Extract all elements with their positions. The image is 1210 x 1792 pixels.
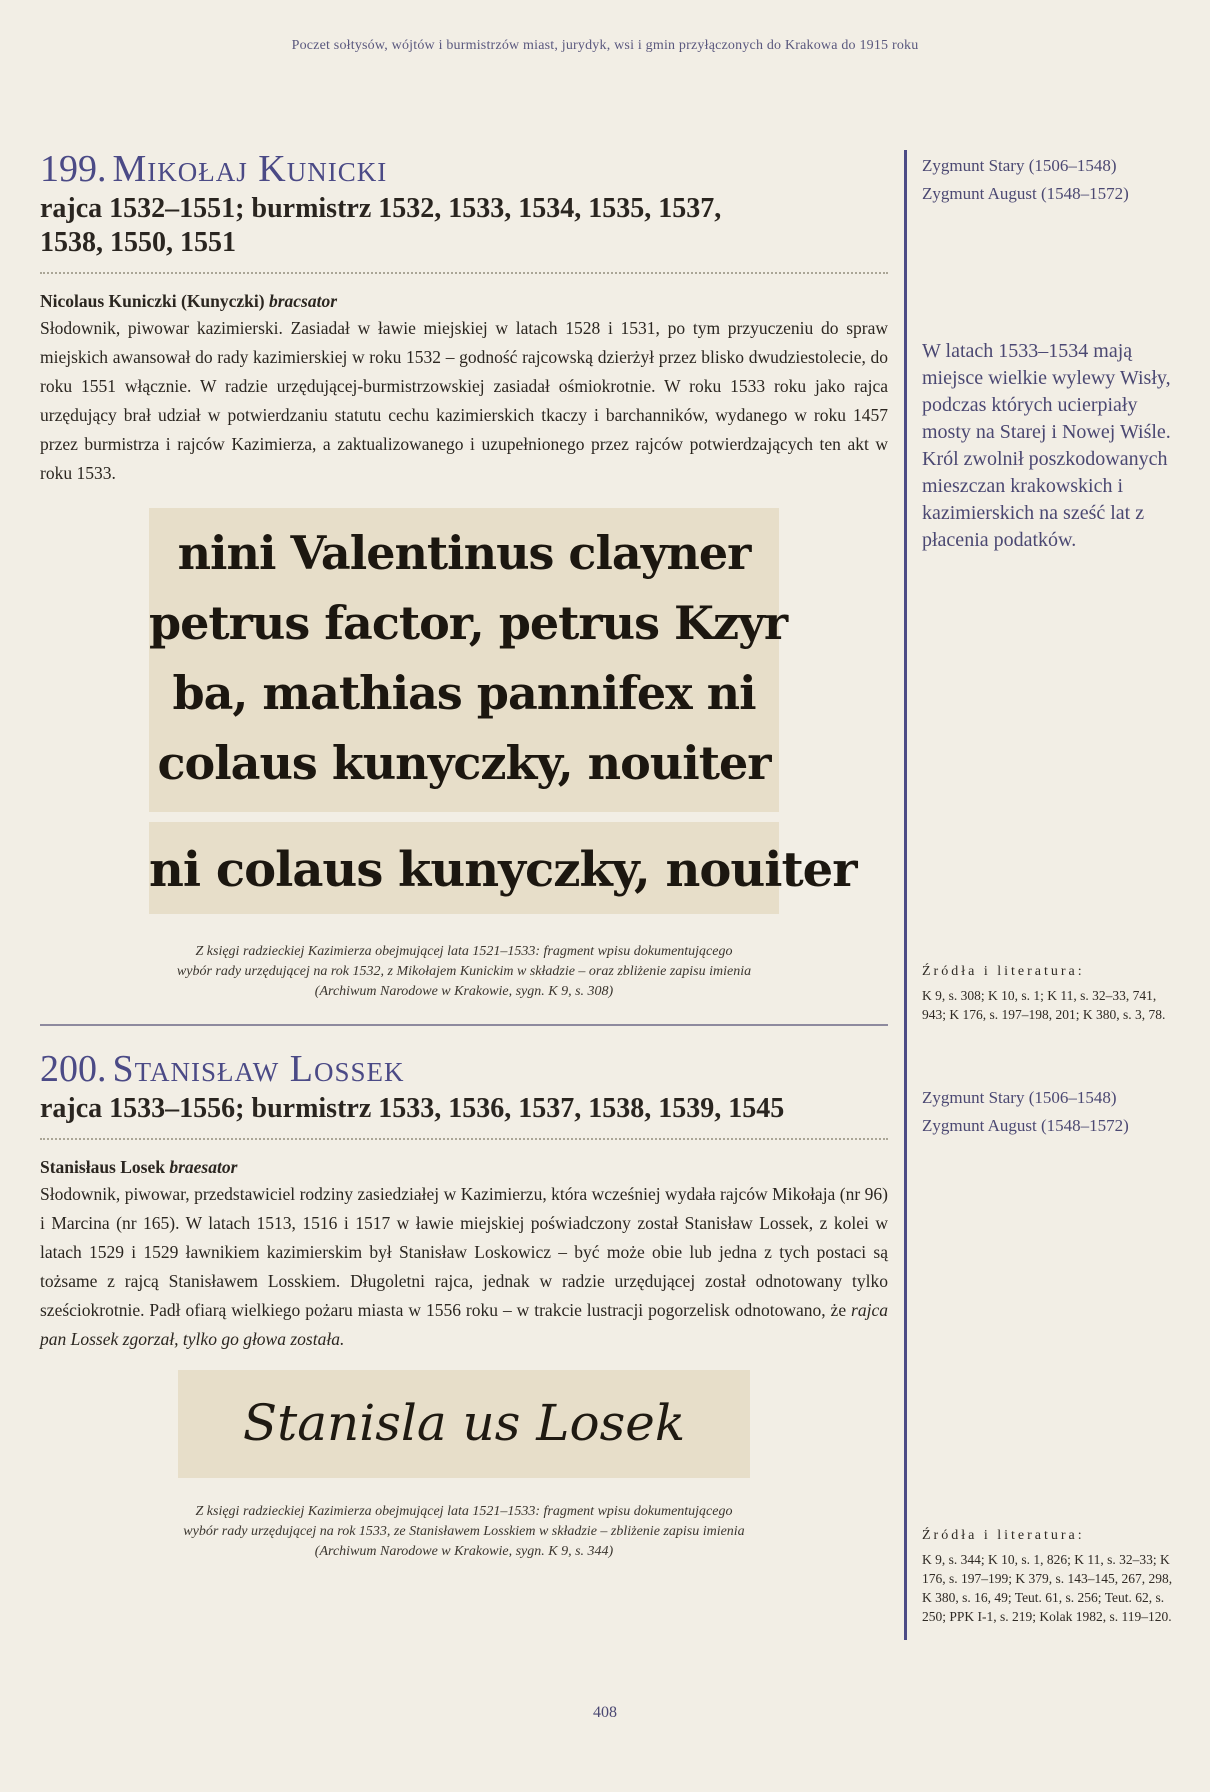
biography: Słodownik, piwowar kazimierski. Zasiadał w ławie miejskiej w latach 1528 i 1531, po tym przyuczeniu do spraw miejskich awansował do rady kazimierskiej w roku 1532 – godność rajcowską dzierżył przez blisko dwudziestolecie, do roku 1551 włącznie. W radzie urzędującej-burmistrzowskiej zasiadał ośmiokrotnie. W roku 1533 roku jako rajca urzędujący brał udział w potwierdzaniu statutu cechu kazimierskich tkaczy i barchanników, wydanego w roku 1457 przez burmistrza i rajców Kazimierza, a zaktualizowanego i uzupełnionego przez rajców potwierdzających ten akt w roku 1533. [40, 318, 888, 483]
offices-line: rajca 1533–1556; burmistrz 1533, 1536, 1537, 1538, 1539, 1545 [40, 1093, 785, 1124]
entry-199 [40, 150, 888, 1002]
biography-quote: rajca pan Lossek zgorzał, tylko go głowa została. [40, 1300, 888, 1349]
biography [40, 1180, 888, 1354]
manuscript-line: nini Valentinus clayner [177, 526, 751, 580]
sources-text: K 9, s. 344; K 10, s. 1, 826; K 11, s. 32–33; K 176, s. 197–199; K 379, s. 143–145, 267, 298, K 380, s. 16, 49; Teut. 61, s. 256; Teut. 62, s. 250; PPK I-1, s. 219; Kolak 1982, s. 119–120. [922, 1552, 1173, 1624]
manuscript-line: petrus factor, petrus Kzyr [149, 596, 788, 650]
entry-number: 200. [40, 1048, 107, 1090]
latin-name-text: Stanisłaus Losek [40, 1157, 165, 1177]
caption-line: (Archiwum Narodowe w Krakowie, sygn. K 9, s. 308) [314, 984, 614, 999]
latin-name-text: Nicolaus Kuniczki (Kunyczki) [40, 291, 265, 311]
sidebar-reigns-200 [922, 1084, 1182, 1140]
entry-200 [40, 1050, 888, 1562]
sources-label: Źródła i literatura: [922, 964, 1085, 979]
caption-line: wybór rady urzędującej na rok 1533, ze Stanisławem Losskiem w składzie – zbliżenie zapisu imienia [183, 1524, 745, 1539]
page-number: 408 [593, 1704, 617, 1721]
main-column [40, 150, 888, 1562]
dotted-divider [40, 1138, 888, 1140]
entry-number: 199. [40, 148, 107, 190]
manuscript-line: ba, mathias pannifex ni [172, 666, 756, 720]
running-header: Poczet sołtysów, wójtów i burmistrzów miast, jurydyk, wsi i gmin przyłączonych do Krakowa do 1915 roku [291, 38, 919, 53]
entry-title [40, 1050, 888, 1088]
sidebar-historical-note: W latach 1533–1534 mają miejsce wielkie wylewy Wisły, podczas których ucierpiały mosty na Starej i Nowej Wiśle. Król zwolnił poszkodowanych mieszczan krakowskich i kazimierskich na sześć lat z płacenia podatków. [922, 340, 1171, 551]
caption-line: Z księgi radzieckiej Kazimierza obejmującej lata 1521–1533: fragment wpisu dokumentującego [195, 944, 733, 959]
reign-line: Zygmunt August (1548–1572) [922, 1116, 1129, 1135]
reign-line: Zygmunt Stary (1506–1548) [922, 1088, 1117, 1107]
sources-text: K 9, s. 308; K 10, s. 1; K 11, s. 32–33, 741, 943; K 176, s. 197–198, 201; K 380, s. 3, 78. [922, 988, 1166, 1022]
image-caption [40, 1502, 888, 1562]
entry-title [40, 150, 888, 188]
dotted-divider [40, 272, 888, 274]
offices-line: rajca 1532–1551; burmistrz 1532, 1533, 1534, 1535, 1537, [40, 193, 722, 224]
entry-name: Mikołaj Kunicki [112, 148, 388, 190]
caption-line: Z księgi radzieckiej Kazimierza obejmującej lata 1521–1533: fragment wpisu dokumentującego [195, 1504, 733, 1519]
manuscript-line: colaus kunyczky, nouiter [157, 736, 771, 790]
latin-occupation: bracsator [268, 291, 338, 311]
column-divider [904, 150, 907, 1640]
caption-line: wybór rady urzędującej na rok 1532, z Mikołajem Kunickim w składzie – oraz zbliżenie zapisu imienia [176, 964, 752, 979]
sources-label: Źródła i literatura: [922, 1528, 1085, 1543]
manuscript-zoom-image [149, 822, 857, 914]
image-caption [40, 942, 888, 1002]
manuscript-zoom-image [178, 1370, 750, 1478]
sidebar-sources-199 [922, 958, 1182, 1024]
manuscript-image [149, 508, 788, 812]
latin-name [40, 288, 888, 314]
sidebar-reigns-199 [922, 152, 1182, 208]
entry-name: Stanisław Lossek [112, 1048, 405, 1090]
reign-line: Zygmunt August (1548–1572) [922, 184, 1129, 203]
manuscript-zoom-line: ni colaus kunyczky, nouiter [149, 842, 857, 898]
offices-line: 1538, 1550, 1551 [40, 227, 236, 258]
entry-offices [40, 192, 888, 260]
sidebar-sources-200 [922, 1522, 1182, 1626]
entry-offices [40, 1092, 888, 1126]
latin-name [40, 1154, 888, 1180]
caption-line: (Archiwum Narodowe w Krakowie, sygn. K 9, s. 344) [314, 1544, 614, 1559]
latin-occupation: braesator [169, 1157, 238, 1177]
section-divider [40, 1024, 888, 1026]
reign-line: Zygmunt Stary (1506–1548) [922, 156, 1117, 175]
biography-text: Słodownik, piwowar, przedstawiciel rodziny zasiedziałej w Kazimierzu, która wcześniej wydała rajców Mikołaja (nr 96) i Marcina (nr 165). W latach 1513, 1516 i 1517 w ławie miejskiej poświadczony został Stanisław Lossek, z kolei w latach 1529 i 1529 ławnikiem kazimierskim był Stanisław Loskowicz – być może obie lub jedna z tych postaci są tożsame z rajcą Stanisławem Losskiem. Długoletni rajca, jednak w radzie urzędującej został odnotowany tylko sześciokrotnie. Padł ofiarą wielkiego pożaru miasta w 1556 roku – w trakcie lustracji pogorzelisk odnotowano, że [40, 1184, 888, 1320]
manuscript-zoom-line: Stanisla us Losek [242, 1394, 686, 1452]
